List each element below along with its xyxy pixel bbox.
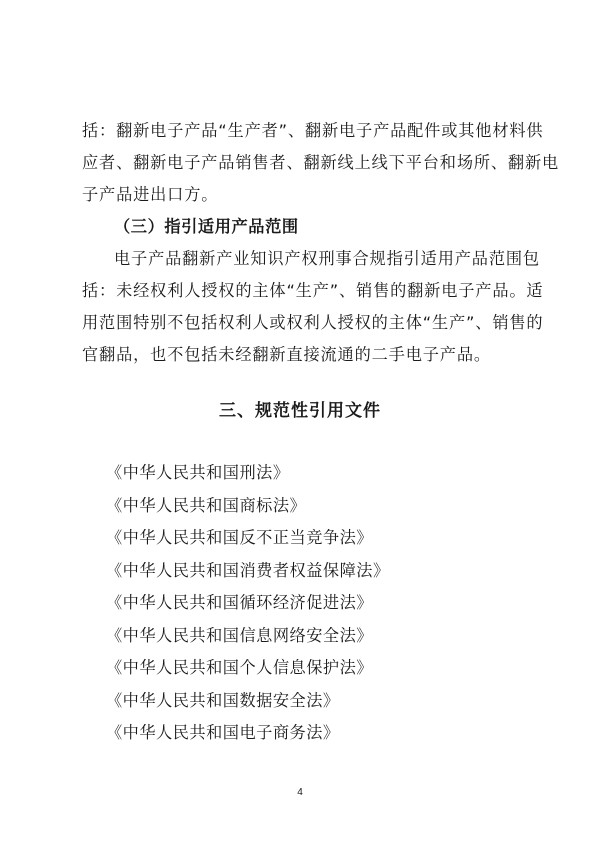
reference-list bbox=[106, 463, 390, 756]
reference-item: 《中华人民共和国反不正当竞争法》 bbox=[106, 528, 373, 547]
subsection-line-4: 官翻品，也不包括未经翻新直接流通的二手电子产品。 bbox=[82, 345, 491, 364]
reference-item: 《中华人民共和国信息网络安全法》 bbox=[106, 625, 373, 645]
subsection-line-2: 括：未经权利人授权的主体“生产”、销售的翻新电子产品。适 bbox=[82, 281, 544, 300]
reference-item: 《中华人民共和国数据安全法》 bbox=[106, 690, 340, 710]
reference-item: 《中华人民共和国循环经济促进法》 bbox=[106, 593, 373, 612]
reference-item: 《中华人民共和国电子商务法》 bbox=[106, 723, 340, 742]
subsection-line-1: 电子产品翻新产业知识产权刑事合规指引适用产品范围包 bbox=[114, 249, 540, 268]
reference-item: 《中华人民共和国个人信息保护法》 bbox=[106, 658, 373, 677]
paragraph-line-3: 子产品进出口方。 bbox=[82, 185, 219, 204]
paragraph-line-1: 括：翻新电子产品“生产者”、翻新电子产品配件或其他材料供 bbox=[82, 121, 544, 140]
reference-item: 《中华人民共和国消费者权益保障法》 bbox=[106, 560, 390, 580]
paragraph-line-2: 应者、翻新电子产品销售者、翻新线上线下平台和场所、翻新电 bbox=[82, 153, 560, 172]
subsection-line-3: 用范围特别不包括权利人或权利人授权的主体“生产”、销售的 bbox=[82, 313, 544, 332]
subsection-heading: （三）指引适用产品范围 bbox=[114, 217, 299, 236]
reference-item: 《中华人民共和国刑法》 bbox=[106, 463, 290, 482]
page-number: 4 bbox=[297, 787, 303, 798]
reference-item: 《中华人民共和国商标法》 bbox=[106, 495, 307, 515]
section-title: 三、规范性引用文件 bbox=[219, 401, 381, 421]
